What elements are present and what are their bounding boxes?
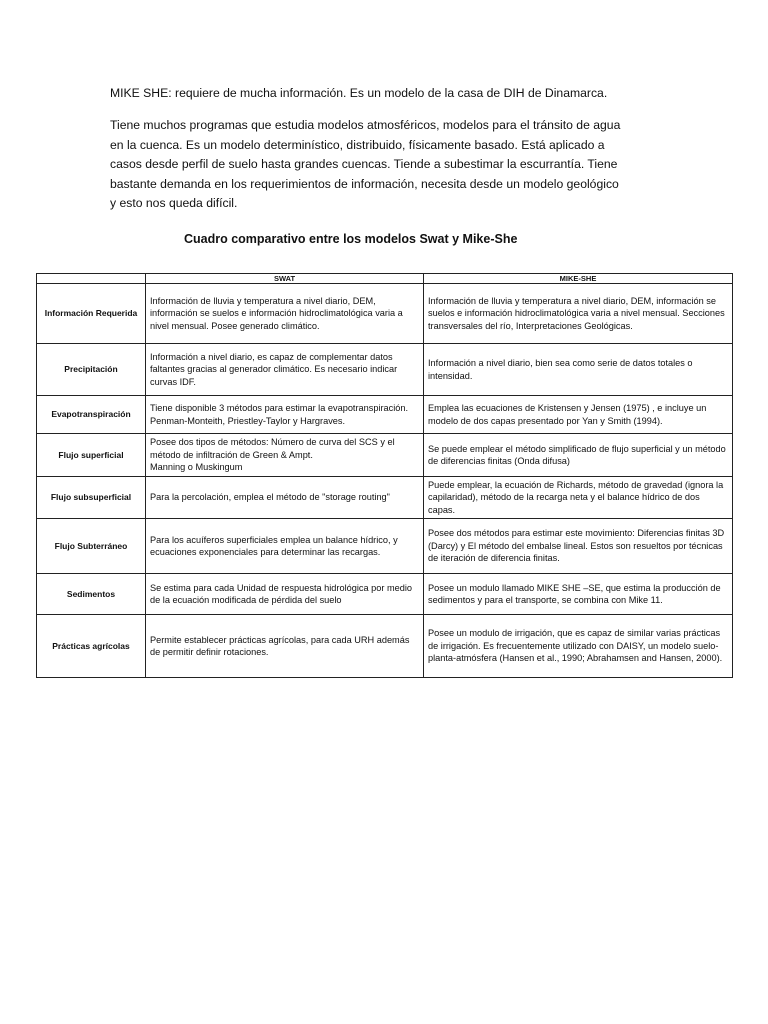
table-header-row bbox=[37, 274, 733, 284]
paragraph-line: y esto nos queda difícil. bbox=[110, 196, 238, 210]
swat-cell: Posee dos tipos de métodos: Número de curva del SCS y el método de infiltración de Green & Ampt. Manning o Muskingum bbox=[146, 434, 424, 477]
mike-she-cell: Puede emplear, la ecuación de Richards, método de gravedad (ignora la capilaridad), método de la recarga neta y el balance hídrico de dos capas. bbox=[424, 477, 733, 519]
paragraph-line: bastante demanda en los requerimientos de información, necesita desde un modelo geológico bbox=[110, 176, 619, 191]
row-label: Flujo subsuperficial bbox=[37, 477, 146, 519]
mike-she-cell: Posee un modulo llamado MIKE SHE –SE, que estima la producción de sedimentos y para el transporte, se combina con Mike 11. bbox=[424, 574, 733, 615]
table-row bbox=[37, 477, 733, 519]
table-row bbox=[37, 284, 733, 344]
row-label: Evapotranspiración bbox=[37, 396, 146, 434]
mike-she-cell: Emplea las ecuaciones de Kristensen y Jensen (1975) , e incluye un modelo de dos capas presentado por Yan y Smith (1994). bbox=[424, 396, 733, 434]
swat-cell: Se estima para cada Unidad de respuesta hidrológica por medio de la ecuación modificada de pérdida del suelo bbox=[146, 574, 424, 615]
row-label: Flujo superficial bbox=[37, 434, 146, 477]
table-row bbox=[37, 574, 733, 615]
header-empty bbox=[37, 274, 146, 284]
table-row bbox=[37, 434, 733, 477]
swat-cell: Permite establecer prácticas agrícolas, para cada URH además de permitir definir rotaciones. bbox=[146, 615, 424, 678]
mike-she-cell: Se puede emplear el método simplificado de flujo superficial y un método de diferencias finitas (Onda difusa) bbox=[424, 434, 733, 477]
intro-line: MIKE SHE: requiere de mucha información. Es un modelo de la casa de DIH de Dinamarca. bbox=[110, 86, 608, 100]
table-row bbox=[37, 396, 733, 434]
header-swat: SWAT bbox=[146, 274, 424, 284]
paragraph-line: en la cuenca. Es un modelo determinístico, distribuido, físicamente basado. Está aplicado a bbox=[110, 137, 605, 152]
row-label: Flujo Subterráneo bbox=[37, 519, 146, 574]
mike-she-cell: Posee dos métodos para estimar este movimiento: Diferencias finitas 3D (Darcy) y El método del embalse lineal. Estos son resueltos por técnicas de iteración de diferencia finitas. bbox=[424, 519, 733, 574]
comparison-table bbox=[36, 273, 733, 678]
paragraph-line: casos desde perfil de suelo hasta grandes cuencas. Tiende a subestimar la escurrantía. Tiene bbox=[110, 157, 618, 171]
table-row bbox=[37, 344, 733, 396]
table-row bbox=[37, 519, 733, 574]
swat-cell: Para los acuíferos superficiales emplea un balance hídrico, y ecuaciones exponenciales para determinar las recargas. bbox=[146, 519, 424, 574]
swat-cell: Información de lluvia y temperatura a nivel diario, DEM, información se suelos e información hidroclimatológica varia a nivel mensual. Posee generado climático. bbox=[146, 284, 424, 344]
swat-cell: Tiene disponible 3 métodos para estimar la evapotranspiración. Penman-Monteith, Priestley-Taylor y Hargraves. bbox=[146, 396, 424, 434]
mike-she-cell: Información de lluvia y temperatura a nivel diario, DEM, información se suelos e información hidroclimatológica varia a nivel mensual. Secciones transversales del río, Interpretaciones Geológicas. bbox=[424, 284, 733, 344]
row-label: Precipitación bbox=[37, 344, 146, 396]
row-label: Información Requerida bbox=[37, 284, 146, 344]
table-row bbox=[37, 615, 733, 678]
table-title: Cuadro comparativo entre los modelos Swat y Mike-She bbox=[184, 232, 518, 246]
swat-cell: Información a nivel diario, es capaz de complementar datos faltantes gracias al generador climático. Es necesario indicar curvas IDF. bbox=[146, 344, 424, 396]
row-label: Prácticas agrícolas bbox=[37, 615, 146, 678]
swat-cell: Para la percolación, emplea el método de "storage routing" bbox=[146, 477, 424, 519]
header-mike-she: MIKE-SHE bbox=[424, 274, 733, 284]
mike-she-cell: Información a nivel diario, bien sea como serie de datos totales o intensidad. bbox=[424, 344, 733, 396]
intro-paragraph bbox=[110, 116, 670, 214]
paragraph-line: Tiene muchos programas que estudia modelos atmosféricos, modelos para el tránsito de agua bbox=[110, 118, 621, 132]
row-label: Sedimentos bbox=[37, 574, 146, 615]
mike-she-cell: Posee un modulo de irrigación, que es capaz de similar varias prácticas de irrigación. Es frecuentemente utilizado con DAISY, un modelo suelo-planta-atmósfera (Hansen et al., 1990; Abrahamsen and Hansen, 2000). bbox=[424, 615, 733, 678]
